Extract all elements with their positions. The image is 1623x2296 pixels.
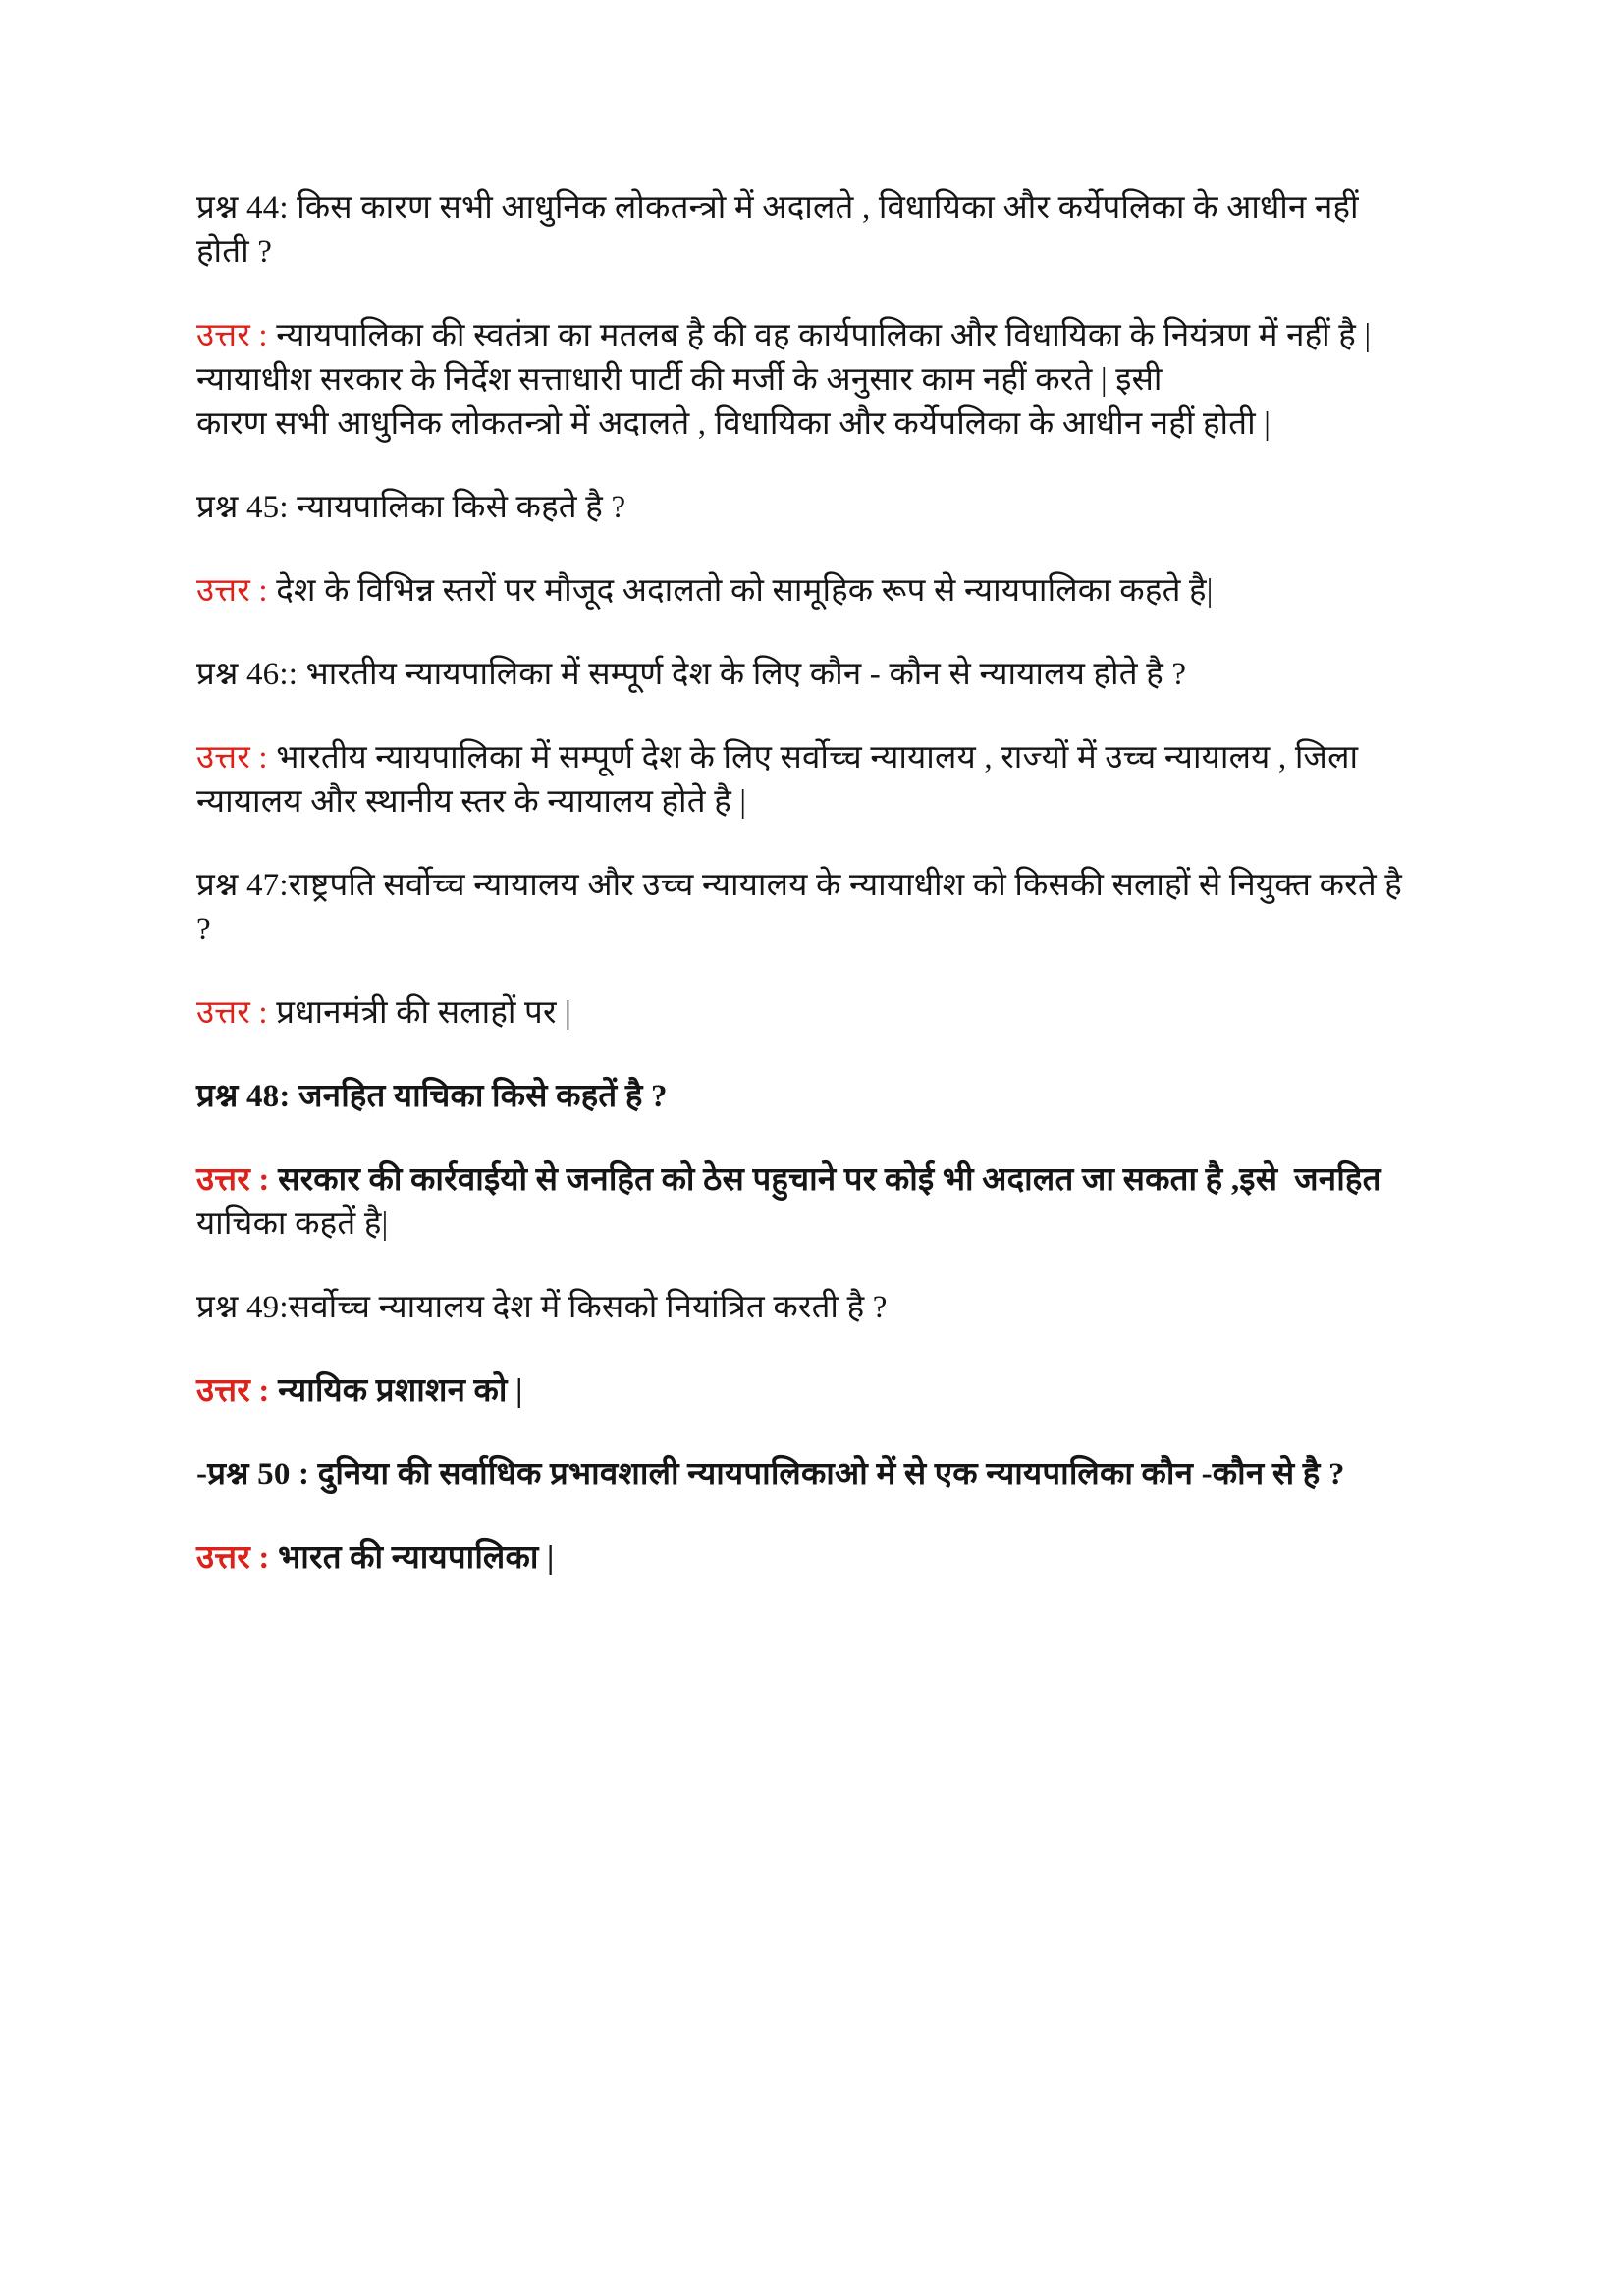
answer-block (196, 314, 1453, 447)
answer-line (196, 1369, 1453, 1414)
answer-line (196, 569, 1453, 614)
answer-line (196, 736, 1453, 780)
question-line: होती ? (196, 235, 273, 270)
answer-block (196, 1536, 1453, 1580)
answer-text: न्यायिक प्रशाशन को | (278, 1373, 523, 1409)
answer-label: उत्तर : (196, 740, 277, 775)
answer-text: प्रधानमंत्री की सलाहों पर | (276, 995, 571, 1031)
answer-text: भारत की न्यायपालिका | (278, 1540, 555, 1575)
question-block (196, 1075, 1453, 1119)
answer-text: सरकार की कार्रवाईयो से जनहित को ठेस पहुचाने पर कोई भी अदालत जा सकता है ,इसे जनहित (278, 1162, 1381, 1198)
question-line: प्रश्न 44: किस कारण सभी आधुनिक लोकतन्त्रो में अदालते , विधायिका और कर्येपलिका के आधीन नहीं (196, 190, 1359, 226)
answer-label: उत्तर : (196, 995, 277, 1031)
question-block (196, 187, 1453, 275)
answer-line: न्यायालय और स्थानीय स्तर के न्यायालय होते है | (196, 784, 747, 820)
question-line: प्रश्न 49:सर्वोच्च न्यायालय देश में किसको नियांत्रित करती है ? (196, 1290, 888, 1325)
answer-line (196, 1536, 1453, 1580)
answer-text: देश के विभिन्न स्तरों पर मौजूद अदालतो को सामूहिक रूप से न्यायपालिका कहते है| (276, 573, 1214, 609)
answer-line: न्यायाधीश सरकार के निर्देश सत्ताधारी पार्टी की मर्जी के अनुसार काम नहीं करते | इसी (196, 362, 1163, 398)
answer-line (196, 1158, 1453, 1202)
question-block (196, 1453, 1453, 1497)
question-block (196, 1286, 1453, 1330)
question-line: प्रश्न 48: जनहित याचिका किसे कहतें है ? (196, 1079, 668, 1114)
question-line: -प्रश्न 50 : दुनिया की सर्वाधिक प्रभावशाली न्यायपालिकाओ में से एक न्यायपालिका कौन -कौन से है ? (196, 1457, 1345, 1492)
answer-line: कारण सभी आधुनिक लोकतन्त्रो में अदालते , विधायिका और कर्येपलिका के आधीन नहीं होती | (196, 406, 1271, 442)
answer-label: उत्तर : (196, 1162, 279, 1198)
answer-label: उत्तर : (196, 1373, 279, 1409)
question-line: ? (196, 912, 211, 947)
answer-label: उत्तर : (196, 573, 277, 609)
answer-block (196, 991, 1453, 1036)
answer-line (196, 991, 1453, 1036)
document-page-content (196, 187, 1453, 1620)
question-line: प्रश्न 46:: भारतीय न्यायपालिका में सम्पूर्ण देश के लिए कौन - कौन से न्यायालय होते है ? (196, 657, 1187, 692)
answer-block (196, 1158, 1453, 1247)
answer-label: उत्तर : (196, 318, 277, 353)
question-block (196, 486, 1453, 530)
answer-text: न्यायपालिका की स्वतंत्रा का मतलब है की वह कार्यपालिका और विधायिका के नियंत्रण में नहीं है | (276, 318, 1372, 353)
answer-line: याचिका कहतें है| (196, 1206, 389, 1242)
question-block (196, 864, 1453, 952)
question-line: प्रश्न 47:राष्ट्रपति सर्वोच्च न्यायालय और उच्च न्यायालय के न्यायाधीश को किसकी सलाहों से नियुक्त करते है (196, 868, 1403, 903)
question-line: प्रश्न 45: न्यायपालिका किसे कहते है ? (196, 490, 626, 525)
answer-line (196, 314, 1453, 358)
answer-block (196, 569, 1453, 614)
answer-block (196, 1369, 1453, 1414)
question-block (196, 653, 1453, 697)
answer-block (196, 736, 1453, 825)
answer-text: भारतीय न्यायपालिका में सम्पूर्ण देश के लिए सर्वोच्च न्यायालय , राज्यों में उच्च न्यायालय , जिला (276, 740, 1359, 775)
answer-label: उत्तर : (196, 1540, 279, 1575)
